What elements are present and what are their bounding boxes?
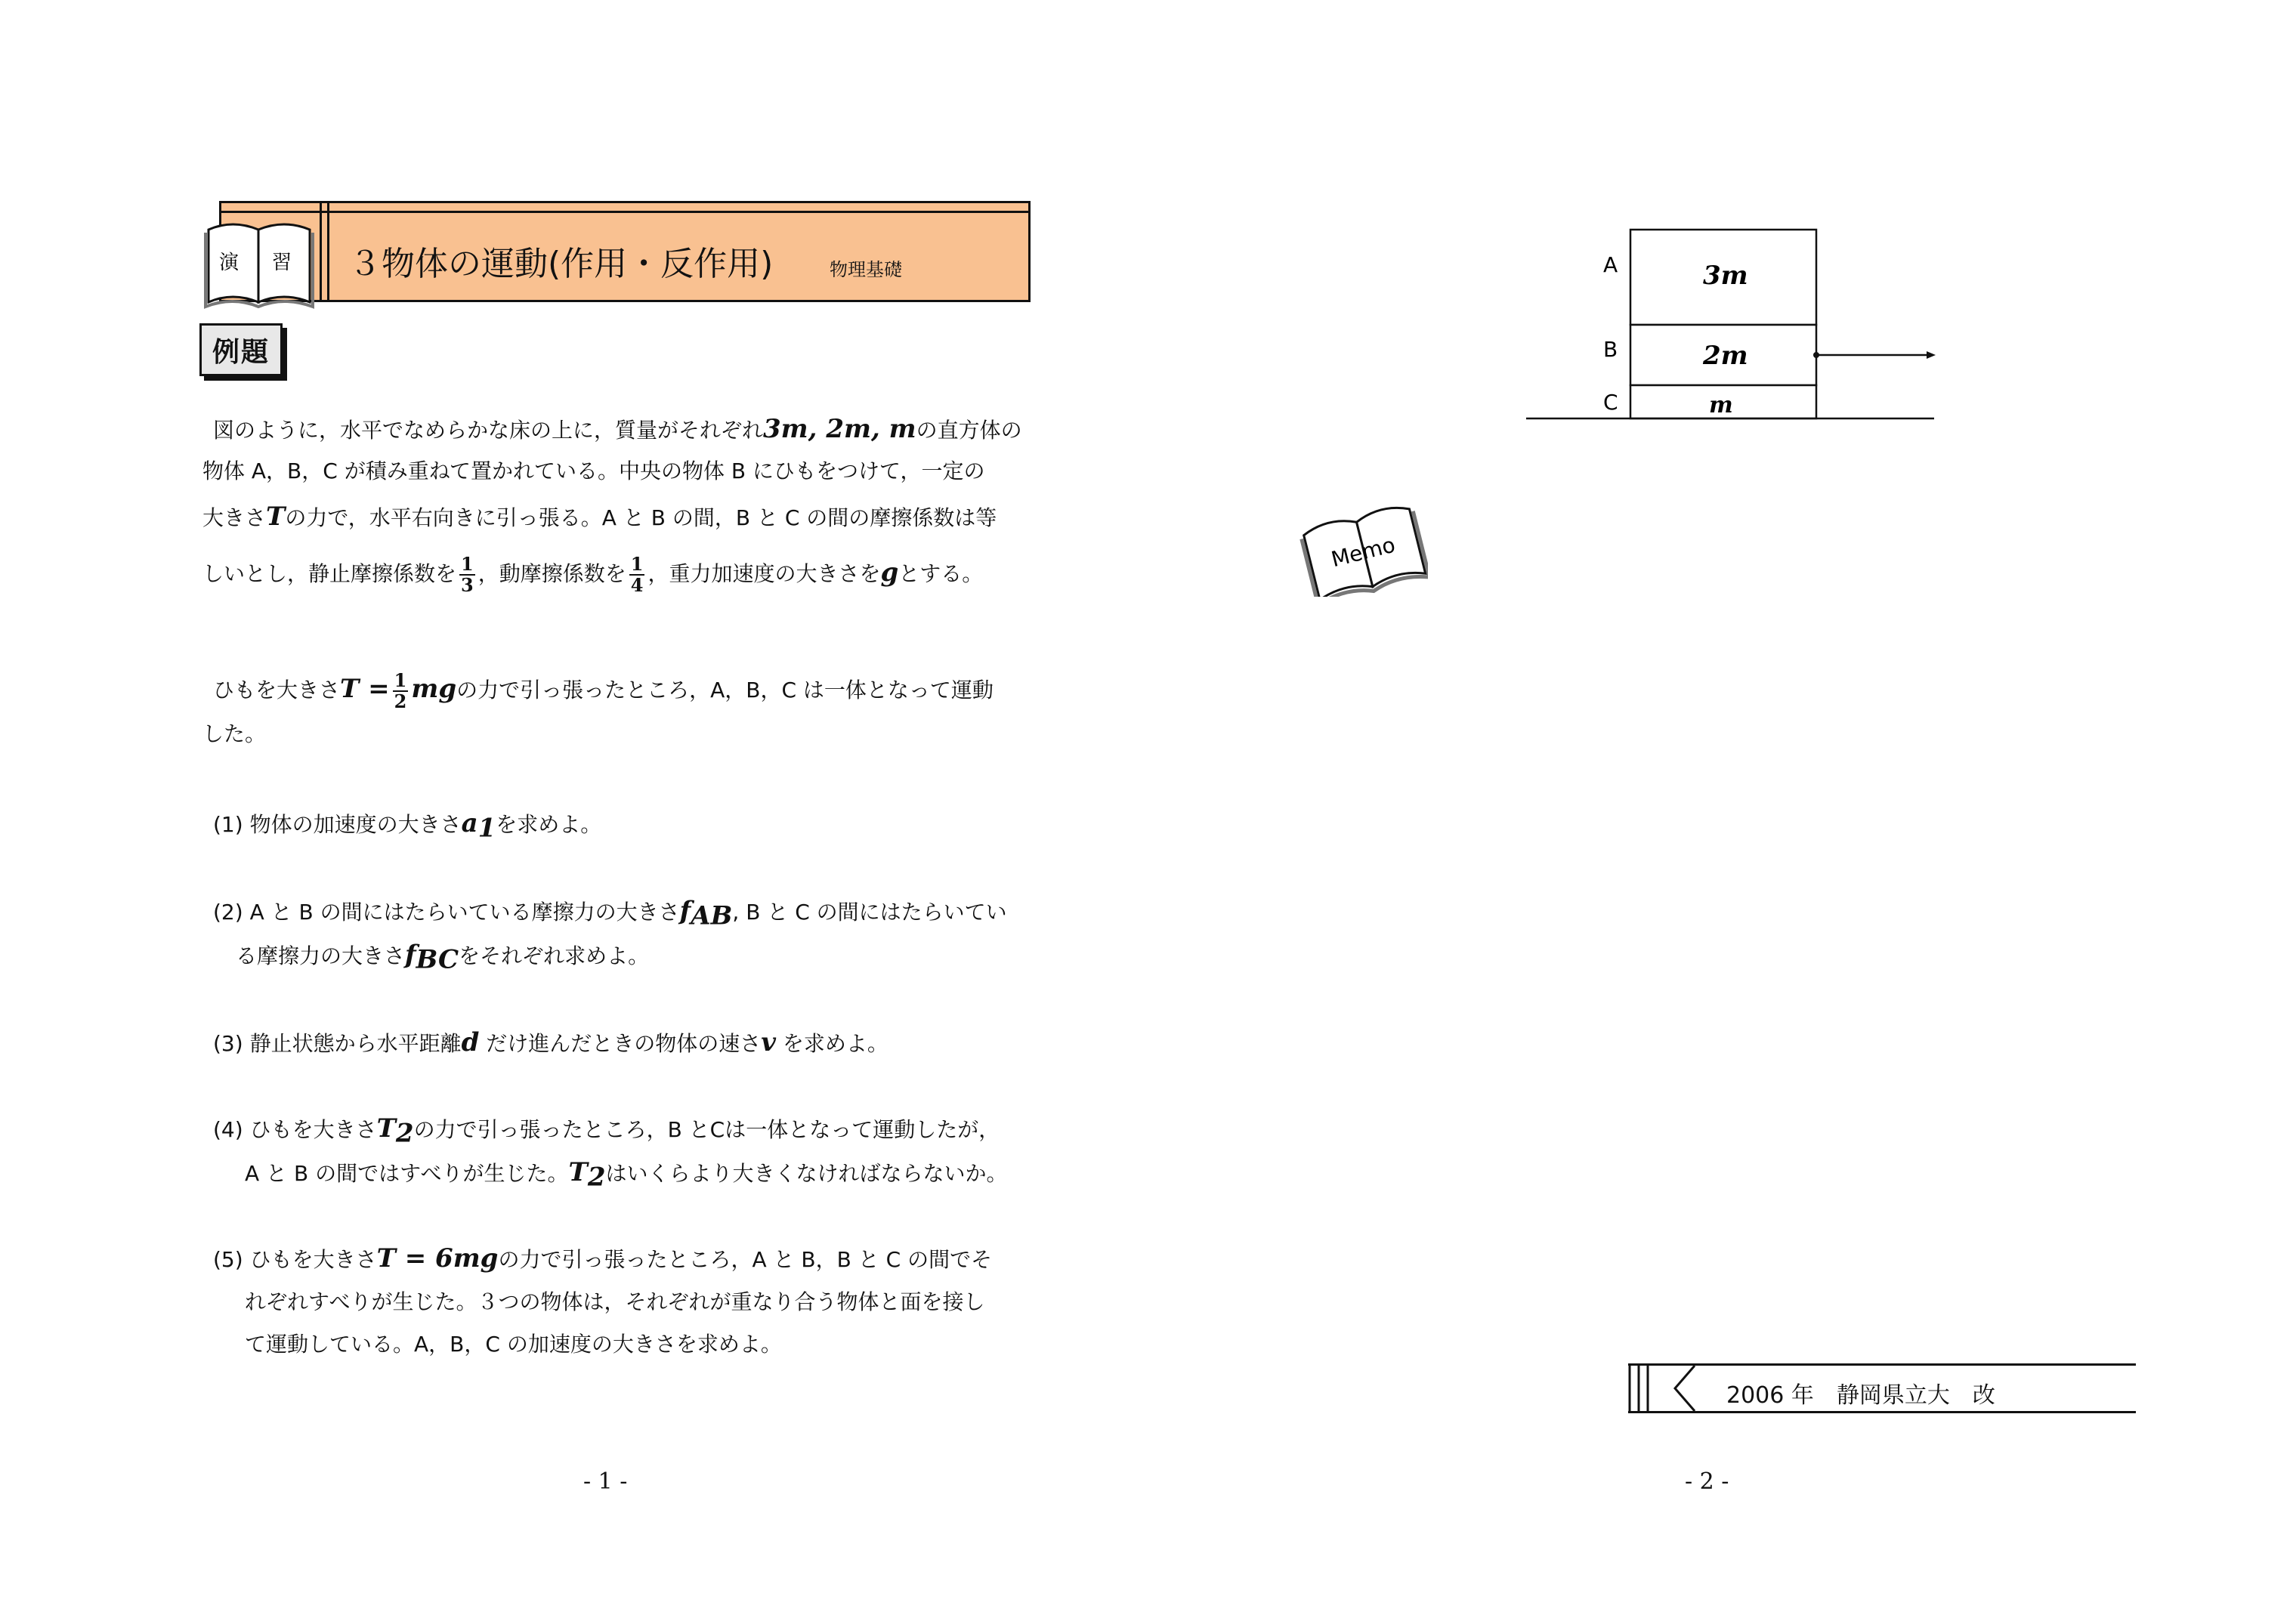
badge-right-text: 習 — [272, 252, 292, 274]
pull-arrowhead — [1927, 351, 1936, 359]
badge-left-text: 演 — [219, 252, 239, 274]
intro-line-3: 大きさTの力で，水平右向きに引っ張る。A と B の間，B と C の間の摩擦係数は等 — [202, 502, 997, 532]
example-label: 例題 — [199, 323, 283, 376]
string-attach-point — [1813, 352, 1819, 358]
label-c: C — [1603, 390, 1618, 415]
question-5-line-2: れぞれすべりが生じた。３つの物体は，それぞれが重なり合う物体と面を接し — [245, 1289, 985, 1314]
title-bar-divider — [320, 203, 322, 300]
tension-fraction: $\frac{1}{2}$ — [394, 669, 407, 712]
memo-book-icon — [1299, 499, 1428, 597]
block-diagram — [1519, 219, 1942, 431]
title-bar-divider-2 — [327, 203, 329, 300]
memo-text: Memo — [1328, 532, 1398, 573]
source-text: 2006 年 静岡県立大 改 — [1726, 1382, 1995, 1409]
question-3: (3) 静止状態から水平距離d だけ進んだときの物体の速さv を求めよ。 — [213, 1027, 888, 1057]
page-number-right: - 2 - — [1685, 1468, 1729, 1495]
title-bar — [219, 201, 1031, 302]
open-book-icon — [202, 213, 316, 310]
source-box — [1628, 1363, 2136, 1413]
question-2-line-1: (2) A と B の間にはたらいている摩擦力の大きさ$f_{AB}$, B と C の間にはたらいてい — [213, 896, 1007, 931]
intro-line-2: 物体 A，B，C が積み重ねて置かれている。中央の物体 B にひもをつけて，一定の — [202, 458, 985, 483]
mass-a: 3m — [1703, 261, 1748, 291]
static-friction-fraction: $\frac{1}{3}$ — [461, 553, 474, 596]
masses-expr: 3m, 2m, m — [763, 414, 916, 444]
kinetic-friction-fraction: $\frac{1}{4}$ — [630, 553, 644, 596]
subject-label: 物理基礎 — [830, 259, 902, 280]
question-5-line-3: て運動している。A，B，C の加速度の大きさを求めよ。 — [245, 1332, 782, 1357]
question-2-line-2: る摩擦力の大きさ$f_{BC}$をそれぞれ求めよ。 — [236, 940, 650, 975]
setup-line-1: ひもを大きさT = $\frac{1}{2}$ mgの力で引っ張ったところ，A，B，C は一体となって運動 — [213, 669, 994, 712]
page-number-left: - 1 - — [583, 1468, 628, 1495]
mass-c: m — [1709, 392, 1733, 418]
label-a: A — [1603, 252, 1618, 277]
question-1: (1) 物体の加速度の大きさ$a_1$を求めよ。 — [213, 808, 602, 844]
intro-line-4: しいとし，静止摩擦係数を $\frac{1}{3}$ ，動摩擦係数を $\frac{1}{4}$ ，重力加速度の大きさをgとする。 — [202, 553, 984, 596]
source-box-marker — [1628, 1366, 1719, 1411]
question-4-line-1: (4) ひもを大きさ$T_2$の力で引っ張ったところ，B とCは一体となって運動したが， — [213, 1113, 1000, 1149]
question-4-line-2: A と B の間ではすべりが生じた。$T_2$はいくらより大きくなければならないか。 — [245, 1157, 1008, 1193]
question-5-line-1: (5) ひもを大きさT = 6mgの力で引っ張ったところ，A と B，B と C の間でそ — [213, 1243, 993, 1274]
title-bar-top-rule — [221, 211, 1028, 213]
setup-line-2: した。 — [202, 721, 267, 746]
intro-line-1: 図のように，水平でなめらかな床の上に，質量がそれぞれ3m, 2m, mの直方体の — [213, 414, 1022, 444]
page-title: ３物体の運動(作用・反作用) — [348, 245, 774, 283]
mass-b: 2m — [1703, 341, 1748, 371]
label-b: B — [1603, 337, 1618, 362]
